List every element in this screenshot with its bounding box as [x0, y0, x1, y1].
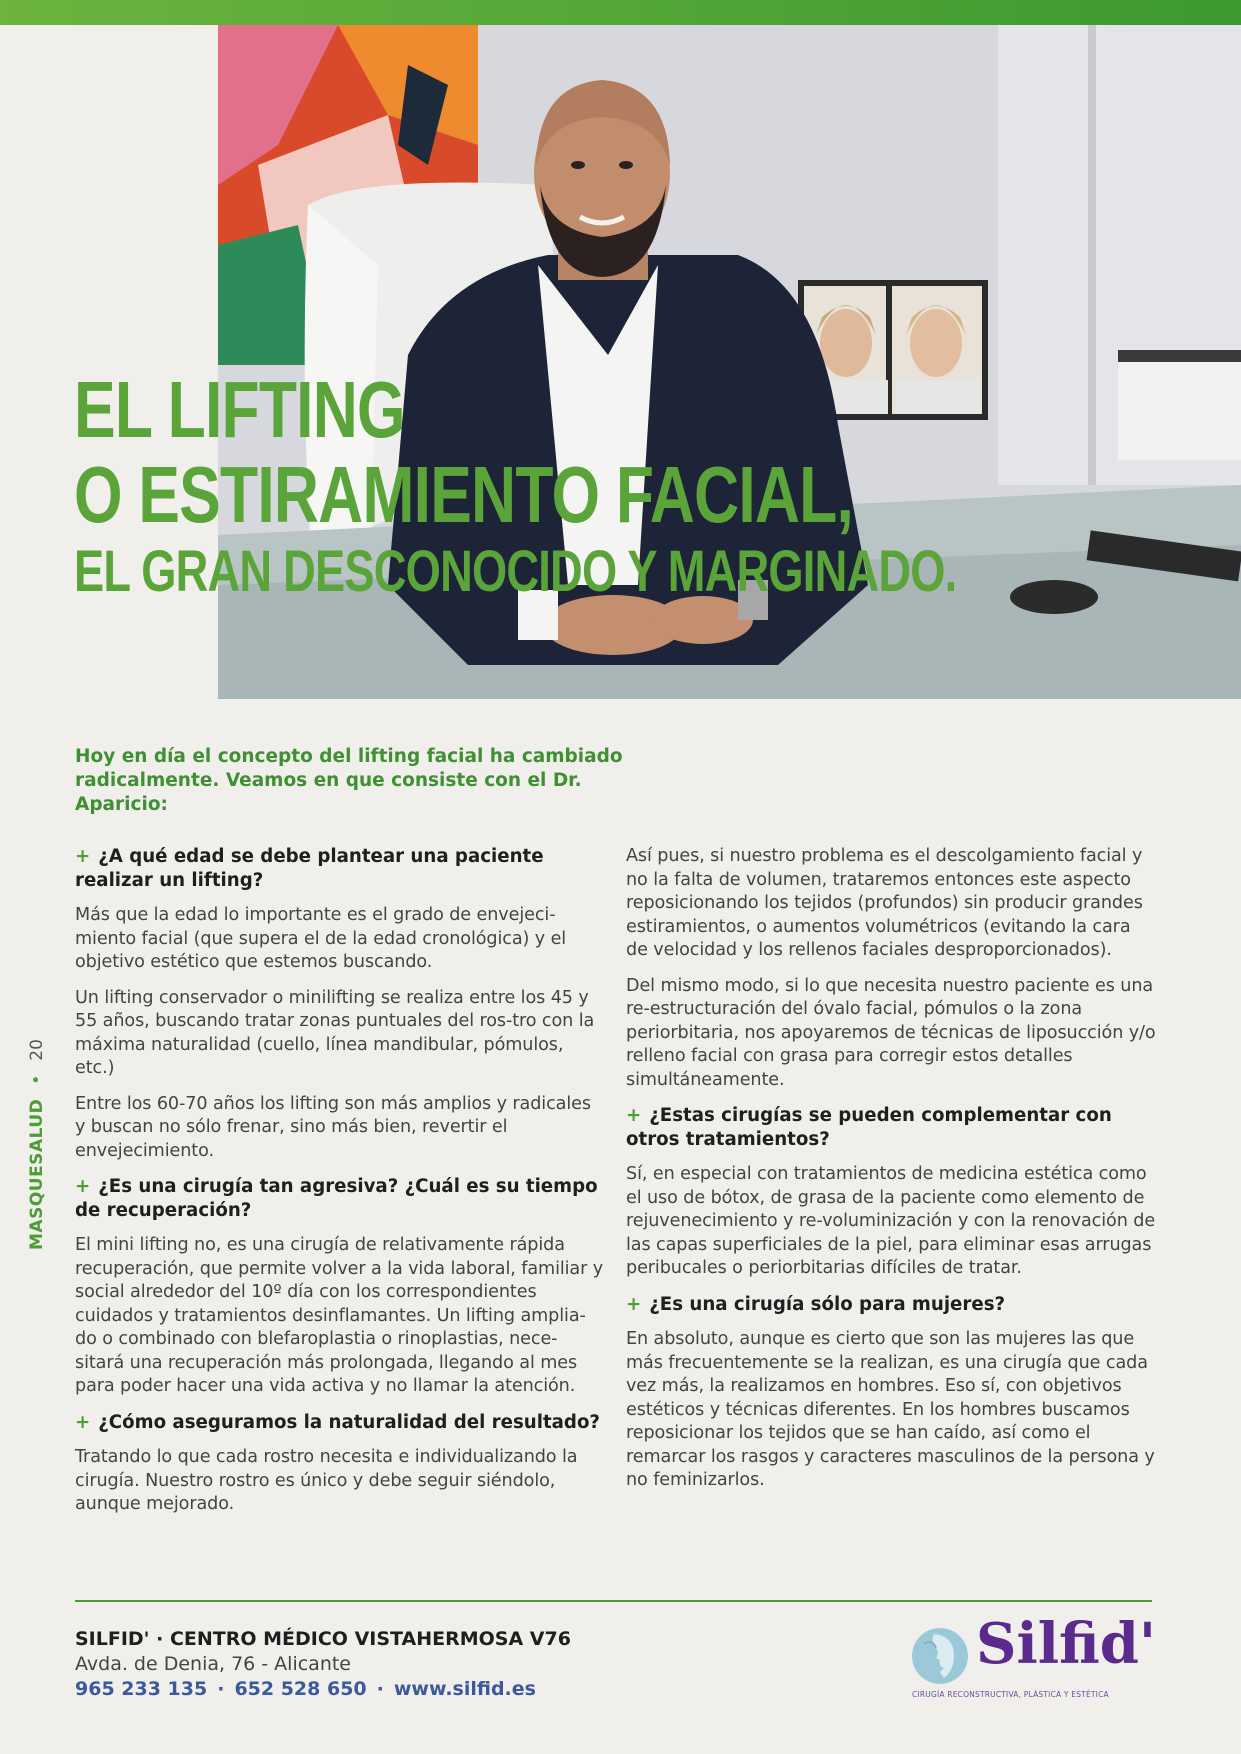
answer-paragraph: Sí, en especial con tratamientos de medicina estética como el uso de bótox, de grasa de la paciente como elemento de rejuvenecimiento y re-voluminización y con la renovación de las capas superficiales de la piel, para eliminar esas arrugas peribucales o periorbitarias difíciles de tratar.: [626, 1164, 1156, 1278]
question-heading: [626, 1104, 1156, 1151]
article-title: [74, 365, 957, 609]
top-green-bar: [0, 0, 1241, 25]
logo-tagline: CIRUGÍA RECONSTRUCTIVA, PLÁSTICA Y ESTÉTICA: [912, 1690, 1109, 1699]
question-heading: [75, 1175, 605, 1222]
answer-paragraph: Un lifting conservador o minilifting se realiza entre los 45 y 55 años, buscando tratar zonas puntuales del ros-tro con la máxima naturalidad (cuello, línea mandibular, pómulos, etc.): [75, 987, 595, 1078]
answer-paragraph: En absoluto, aunque es cierto que son las mujeres las que más frecuentemente se la realizan, es una cirugía que cada vez más, la realizamos en hombres. Eso sí, con objetivos estéticos y técnicas diferentes. En los hombres buscamos reposicionar los tejidos que se han caído, así como el remarcar los rasgos y caracteres masculinos de la persona y no feminizarlos.: [626, 1329, 1155, 1490]
answer-paragraph: Tratando lo que cada rostro necesita e individualizando la cirugía. Nuestro rostro es único y debe seguir siéndolo, aunque mejorado.: [75, 1447, 578, 1514]
title-line-3: EL GRAN DESCONOCIDO Y MARGINADO.: [74, 539, 957, 604]
question-heading: [75, 1411, 605, 1435]
right-column: [626, 845, 1156, 1505]
answer-paragraph: El mini lifting no, es una cirugía de relativamente rápida recuperación, que permite volver a la vida laboral, familiar y social alrededor del 10º día con los correspondientes cuidados y tratamientos desinflamantes. Un lifting amplia-do o combinado con blefaroplastia o rinoplastias, nece-sitará una recuperación más prolongada, llegando al mes para poder hacer una vida activa y no llamar la atención.: [75, 1235, 604, 1396]
plus-icon: +: [75, 1176, 91, 1197]
plus-icon: +: [75, 1411, 91, 1433]
answer-paragraph: Entre los 60-70 años los lifting son más amplios y radicales y buscan no sólo frenar, sino más bien, revertir el envejecimiento.: [75, 1093, 591, 1161]
logo-wordmark: Silfid': [976, 1611, 1157, 1677]
title-line-2: O ESTIRAMIENTO FACIAL,: [74, 450, 854, 539]
answer-paragraph: Del mismo modo, si lo que necesita nuestro paciente es una re-estructuración del óvalo facial, pómulos o la zona periorbitaria, nos apoyaremos de técnicas de liposucción y/o relleno facial con grasa para corregir estos detalles simultáneamente.: [626, 975, 1156, 1090]
plus-icon: +: [75, 846, 91, 867]
clinic-name: SILFID' · CENTRO MÉDICO VISTAHERMOSA V76: [75, 1628, 571, 1650]
face-profile-icon: [910, 1626, 970, 1686]
contact-line: [75, 1678, 536, 1700]
question-text: ¿A qué edad se debe plantear una paciente realizar un lifting?: [75, 846, 544, 891]
contact-separator: ·: [217, 1678, 225, 1700]
answer-paragraph: Más que la edad lo importante es el grado de envejeci-miento facial (que supera el de la edad cronológica) y el objetivo estético que estemos buscando.: [75, 905, 567, 972]
side-label: [20, 980, 54, 1250]
clinic-address: Avda. de Denia, 76 - Alicante: [75, 1653, 352, 1675]
question-heading: [75, 845, 605, 892]
contact-separator: ·: [376, 1678, 384, 1700]
phone-number-1[interactable]: 965 233 135: [75, 1678, 208, 1700]
question-text: ¿Es una cirugía tan agresiva? ¿Cuál es su tiempo de recuperación?: [75, 1176, 598, 1221]
footer-divider: [75, 1600, 1152, 1602]
website-link[interactable]: www.silfid.es: [393, 1678, 536, 1700]
question-text: ¿Es una cirugía sólo para mujeres?: [649, 1293, 1006, 1315]
plus-icon: +: [626, 1293, 642, 1315]
plus-icon: +: [626, 1105, 642, 1126]
question-text: ¿Cómo aseguramos la naturalidad del resultado?: [98, 1411, 600, 1433]
question-heading: [626, 1293, 1156, 1317]
intro-paragraph: Hoy en día el concepto del lifting facial ha cambiado radicalmente. Veamos en que consiste con el Dr. Aparicio:: [75, 746, 623, 815]
side-separator: •: [27, 1074, 47, 1085]
silfid-logo: [908, 1611, 1157, 1702]
phone-number-2[interactable]: 652 528 650: [234, 1678, 367, 1700]
left-column: [75, 845, 605, 1529]
title-line-1: EL LIFTING: [74, 365, 405, 454]
question-text: ¿Estas cirugías se pueden complementar con otros tratamientos?: [626, 1105, 1112, 1150]
page-number: 20: [27, 1039, 47, 1061]
answer-paragraph: Así pues, si nuestro problema es el descolgamiento facial y no la falta de volumen, trataremos entonces este aspecto reposicionando los tejidos (profundos) sin producir grandes estiramientos, o aumentos volumétricos (evitando la cara de velocidad y los rellenos faciales desproporcionados).: [626, 846, 1143, 960]
magazine-brand: MASQUESALUD: [27, 1098, 47, 1250]
